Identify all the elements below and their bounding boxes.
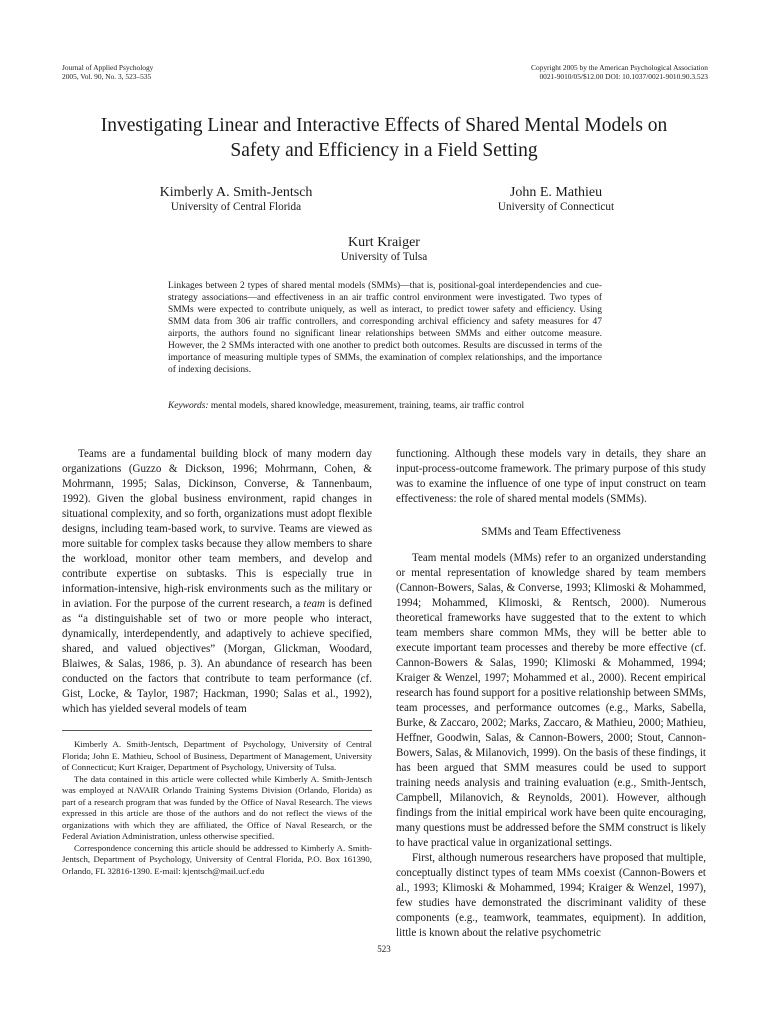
- body-column-right: [396, 447, 706, 941]
- author-affiliation: University of Central Florida: [170, 201, 302, 213]
- title-line-2: Safety and Efficiency in a Field Setting: [230, 140, 538, 161]
- article-title: [50, 113, 718, 163]
- author-name: John E. Mathieu: [509, 185, 603, 200]
- footnote-funding: The data contained in this article were collected while Kimberly A. Smith-Jentsch was employed at NAVAIR Orlando Training Systems Division (Orlando, Florida) as part of a research program that was funded by the Office of Naval Research. The views expressed in this article are those of the authors and do not reflect the views of the organizations with which they are affiliated, the Office of Naval Research, or the Federal Aviation Administration, unless otherwise specified.: [62, 773, 372, 842]
- body-paragraph: First, although numerous researchers have proposed that multiple, conceptually distinct types of team MMs coexist (Cannon-Bowers et al., 1993; Klimoski & Mohammed, 1994; Kraiger & Wenzel, 1997), few studies have demonstrated the discriminant validity of these components (e.g., teamwork, teammates, equipment). In addition, little is known about the relative psychometric: [396, 851, 706, 939]
- copyright-line: Copyright 2005 by the American Psychological Association: [531, 63, 708, 72]
- section-heading: SMMs and Team Effectiveness: [481, 525, 621, 538]
- paragraph-text: Teams are a fundamental building block of many modern day organizations (Guzzo & Dickson, 1996; Mohrmann, Cohen, & Mohrmann, 1995; Salas, Dickinson, Converse, & Tannenbaum, 1992). Given the global business environment, rapid changes in situational complexity, and so forth, organizations must adopt flexible designs, including team-based work, to survive. Teams are viewed as more suitable for complex tasks because they allow members to share the workload, monitor other team members, and develop and contribute expertise on subtasks. This is especially true in information-intensive, high-risk environments such as the military or in aviation. For the purpose of the current research, a: [62, 448, 372, 610]
- body-paragraph: Team mental models (MMs) refer to an organized understanding or mental representation of knowledge shared by team members (Cannon-Bowers, Salas, & Converse, 1993; Klimoski & Mohammed, 1994; Mohammed, Klimoski, & Rentsch, 2000). Numerous theoretical frameworks have suggested that to the extent to which team members share common MMs, they will be better able to execute important team processes and thereby be more effective (cf. Cannon-Bowers & Salas, 1990; Klimoski & Mohammed, 1994; Kraiger & Wenzel, 1997; Mohammed et al., 2000). Recent empirical research has found support for a positive relationship between SMMs, team processes, and performance outcomes (e.g., Marks, Sabella, Burke, & Zaccaro, 2002; Marks, Zaccaro, & Mathieu, 2000; Mathieu, Heffner, Goodwin, Salas, & Cannon-Bowers, 2000; Stout, Cannon-Bowers, Salas, & Milanovich, 1999). On the basis of these findings, it has been argued that SMM measures could be used to support training needs analysis and training evaluation (e.g., Smith-Jentsch, Campbell, Milanovich, & Reynolds, 2001). However, although findings from the initial empirical work have been quite encouraging, many questions must be addressed before the SMM construct is likely to have practical value in organizational settings.: [396, 551, 706, 849]
- author-affiliation: University of Tulsa: [340, 251, 428, 263]
- author-block: [430, 185, 682, 214]
- body-paragraph: [62, 447, 372, 717]
- author-affiliation: University of Connecticut: [497, 201, 615, 213]
- author-name: Kimberly A. Smith-Jentsch: [159, 185, 313, 200]
- title-line-1: Investigating Linear and Interactive Effects of Shared Mental Models on: [100, 115, 668, 136]
- body-column-left: [62, 447, 372, 717]
- author-block: [110, 185, 362, 214]
- author-footnotes: [62, 739, 372, 878]
- journal-name: Journal of Applied Psychology: [62, 63, 154, 72]
- keywords: [168, 400, 602, 412]
- paragraph-text: is defined as “a distinguishable set of two or more people who interact, dynamically, interdependently, and adaptively to achieve specified, shared, and valued objectives” (Morgan, Glickman, Woodard, Blaiwes, & Salas, 1986, p. 3). An abundance of research has been conducted on the factors that contribute to team performance (cf. Gist, Locke, & Taylor, 1987; Hackman, 1990; Salas et al., 1992), which has yielded several models of team: [62, 597, 372, 715]
- footnote-correspondence: Correspondence concerning this article should be addressed to Kimberly A. Smith-Jentsch, Department of Psychology, University of Central Florida, P.O. Box 161390, Orlando, FL 32816-1390. E-mail: kjentsch@mail.ucf.edu: [62, 842, 372, 877]
- doi-line: 0021-9010/05/$12.00 DOI: 10.1037/0021-9010.90.3.523: [539, 71, 708, 81]
- journal-volume: 2005, Vol. 90, No. 3, 523–535: [62, 71, 152, 81]
- journal-citation: [62, 64, 153, 81]
- author-block: [258, 235, 510, 264]
- abstract: Linkages between 2 types of shared mental models (SMMs)—that is, positional-goal interdependencies and cue-strategy associations—and effectiveness in an air traffic control environment were investigated. Two types of SMMs were expected to contribute uniquely, as well as interact, to predict tower safety and efficiency. Using SMM data from 306 air traffic controllers, and corresponding archival efficiency and safety measures for 47 airports, the authors found no significant linear relationships between SMMs and either outcome measure. However, the 2 SMMs interacted with one another to predict both outcomes. Results are discussed in terms of the importance of measuring multiple types of SMMs, the examination of complex relationships, and the importance of indexing decisions.: [168, 281, 602, 376]
- emphasis-term: team: [303, 597, 326, 610]
- body-paragraph: functioning. Although these models vary in details, they share an input-process-outcome framework. The primary purpose of this study was to examine the influence of one type of input construct on team effectiveness: the role of shared mental models (SMMs).: [396, 448, 706, 505]
- keywords-text: mental models, shared knowledge, measurement, training, teams, air traffic control: [210, 401, 525, 411]
- footnote-affiliations: Kimberly A. Smith-Jentsch, Department of Psychology, University of Central Florida; John E. Mathieu, School of Business, Department of Management, University of Connecticut; Kurt Kraiger, Department of Psychology, University of Tulsa.: [62, 739, 372, 773]
- footnote-divider: [62, 730, 372, 731]
- keywords-label: Keywords:: [168, 401, 209, 411]
- author-name: Kurt Kraiger: [348, 235, 420, 250]
- copyright-notice: [531, 64, 708, 81]
- page-number: 523: [377, 944, 391, 954]
